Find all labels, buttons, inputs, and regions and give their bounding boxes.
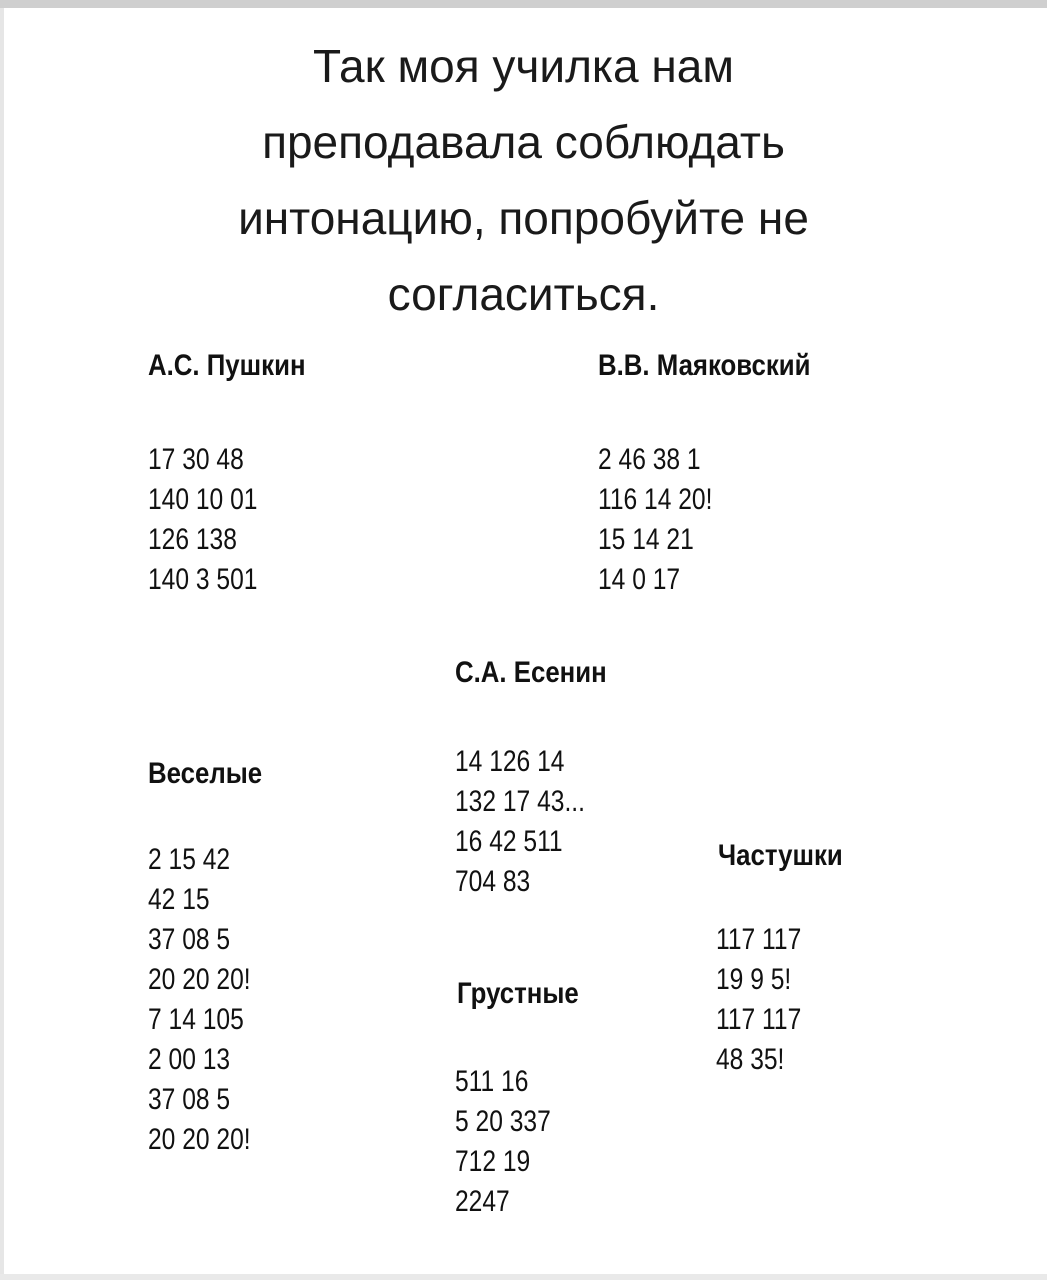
number-line: 117 117 [716, 1003, 802, 1036]
number-line: 511 16 [455, 1065, 529, 1098]
number-line: 20 20 20! [148, 963, 251, 996]
number-line: 132 17 43... [455, 785, 585, 818]
number-line: 116 14 20! [598, 483, 713, 516]
veselye-numbers [148, 840, 251, 1160]
headline-line: согласиться. [387, 268, 660, 320]
esenin-numbers [455, 742, 585, 902]
mayakovsky-numbers [598, 440, 712, 600]
number-line: 48 35! [716, 1043, 785, 1076]
number-line: 16 42 511 [455, 825, 563, 858]
number-line: 14 0 17 [598, 563, 681, 596]
number-line: 704 83 [455, 865, 531, 898]
grustnye-title: Грустные [457, 977, 579, 1010]
chastushki-numbers [716, 920, 801, 1080]
mayakovsky-title: В.В. Маяковский [598, 349, 811, 382]
number-line: 117 117 [716, 923, 802, 956]
number-line: 42 15 [148, 883, 210, 916]
number-line: 19 9 5! [716, 963, 792, 996]
number-line: 712 19 [455, 1145, 531, 1178]
esenin-title: С.А. Есенин [455, 656, 607, 689]
left-border [0, 8, 4, 1280]
grustnye-numbers [455, 1062, 551, 1222]
headline-line: Так моя училка нам [312, 40, 735, 92]
number-line: 2 00 13 [148, 1043, 231, 1076]
number-line: 140 3 501 [148, 563, 258, 596]
number-line: 20 20 20! [148, 1123, 251, 1156]
number-line: 126 138 [148, 523, 237, 556]
number-line: 140 10 01 [148, 483, 258, 516]
number-line: 14 126 14 [455, 745, 565, 778]
number-line: 37 08 5 [148, 1083, 231, 1116]
number-line: 2 15 42 [148, 843, 231, 876]
number-line: 7 14 105 [148, 1003, 244, 1036]
veselye-title: Веселые [148, 757, 263, 790]
number-line: 17 30 48 [148, 443, 244, 476]
chastushki-title: Частушки [718, 839, 843, 872]
headline-line: интонацию, попробуйте не [238, 192, 809, 244]
number-line: 5 20 337 [455, 1105, 551, 1138]
number-line: 15 14 21 [598, 523, 694, 556]
pushkin-title: А.С. Пушкин [148, 349, 306, 382]
headline-line: преподавала соблюдать [262, 116, 785, 168]
pushkin-numbers [148, 440, 257, 600]
top-border [0, 0, 1047, 8]
bottom-border [0, 1274, 1047, 1280]
number-line: 2 46 38 1 [598, 443, 701, 476]
headline [40, 28, 1007, 332]
number-line: 2247 [455, 1185, 510, 1218]
number-line: 37 08 5 [148, 923, 231, 956]
